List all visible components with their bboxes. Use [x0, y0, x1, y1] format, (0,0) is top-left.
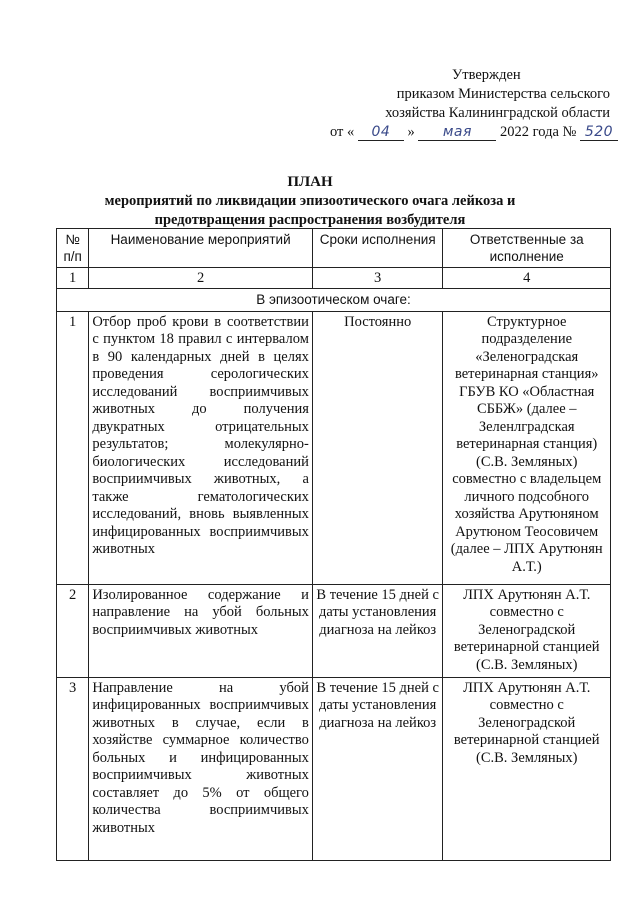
row-number: 2	[57, 584, 89, 677]
day-field	[358, 125, 404, 141]
number-field	[580, 125, 618, 141]
document-title	[40, 172, 580, 230]
table-row	[57, 311, 611, 584]
table-row	[57, 584, 611, 677]
row-responsible: Структурное подразделение «Зеленоградская ветеринарная станция» ГБУВ КО «Областная СББЖ» (далее – Зеленлградская ветеринарная станция) (С.В. Земляных) совместно с владельцем личного подсобного хозяйства Арутюняном Арутюном Теосовичем (далее – ЛПХ Арутюнян А.Т.)	[443, 311, 611, 584]
row-responsible: ЛПХ Арутюнян А.Т. совместно с Зеленоградской ветеринарной станцией (С.В. Земляных)	[443, 677, 611, 860]
handwritten-day: 04	[371, 124, 391, 140]
handwritten-month: мая	[442, 124, 472, 140]
row-number: 1	[57, 311, 89, 584]
plan-table	[56, 228, 611, 861]
section-heading: В эпизоотическом очаге:	[57, 289, 611, 312]
row-action: Изолированное содержание и направление на убой больных восприимчивых животных	[89, 584, 313, 677]
header-number: № п/п	[57, 229, 89, 268]
date-prefix: от «	[330, 124, 355, 140]
header-responsible: Ответственные за исполнение	[443, 229, 611, 268]
column-number: 3	[312, 268, 443, 289]
title-line-1: мероприятий по ликвидации эпизоотического очага лейкоза и	[104, 193, 516, 209]
table-header-row	[57, 229, 611, 268]
approval-order-line: приказом Министерства сельского	[396, 86, 610, 102]
month-field	[418, 125, 496, 141]
section-row	[57, 289, 611, 312]
column-number: 2	[89, 268, 313, 289]
approval-block	[330, 66, 614, 142]
row-action: Отбор проб крови в соответствии с пунктом 18 правил с интервалом в 90 календарных дней в целях проведения серологических исследований восприимчивых животных до получения двукратных отрицательных результатов; молекулярно-биологических исследований восприимчивых животных, а также гематологических исследований, вновь выявленных инфицированных восприимчивых животных	[89, 311, 313, 584]
date-mid: »	[407, 124, 415, 140]
approval-ministry-line: хозяйства Калининградской области	[385, 105, 610, 121]
title-main: ПЛАН	[287, 174, 333, 190]
header-action: Наименование мероприятий	[89, 229, 313, 268]
row-term: В течение 15 дней с даты установления диагноза на лейкоз	[312, 677, 443, 860]
year-text: 2022 года №	[500, 124, 577, 140]
table-row	[57, 677, 611, 860]
row-term: В течение 15 дней с даты установления диагноза на лейкоз	[312, 584, 443, 677]
row-term: Постоянно	[312, 311, 443, 584]
row-action: Направление на убой инфицированных восприимчивых животных в случае, если в хозяйстве суммарное количество больных и инфицированных восприимчивых животных составляет до 5% от общего количества восприимчивых животных	[89, 677, 313, 860]
handwritten-number: 520	[584, 124, 614, 140]
column-number: 1	[57, 268, 89, 289]
approval-date-line	[330, 123, 614, 142]
title-line-2: предотвращения распространения возбудителя	[154, 212, 466, 228]
row-responsible: ЛПХ Арутюнян А.Т. совместно с Зеленоградской ветеринарной станцией (С.В. Земляных)	[443, 584, 611, 677]
column-number-row	[57, 268, 611, 289]
approval-title: Утвержден	[452, 67, 521, 83]
row-number: 3	[57, 677, 89, 860]
header-term: Сроки исполнения	[312, 229, 443, 268]
column-number: 4	[443, 268, 611, 289]
